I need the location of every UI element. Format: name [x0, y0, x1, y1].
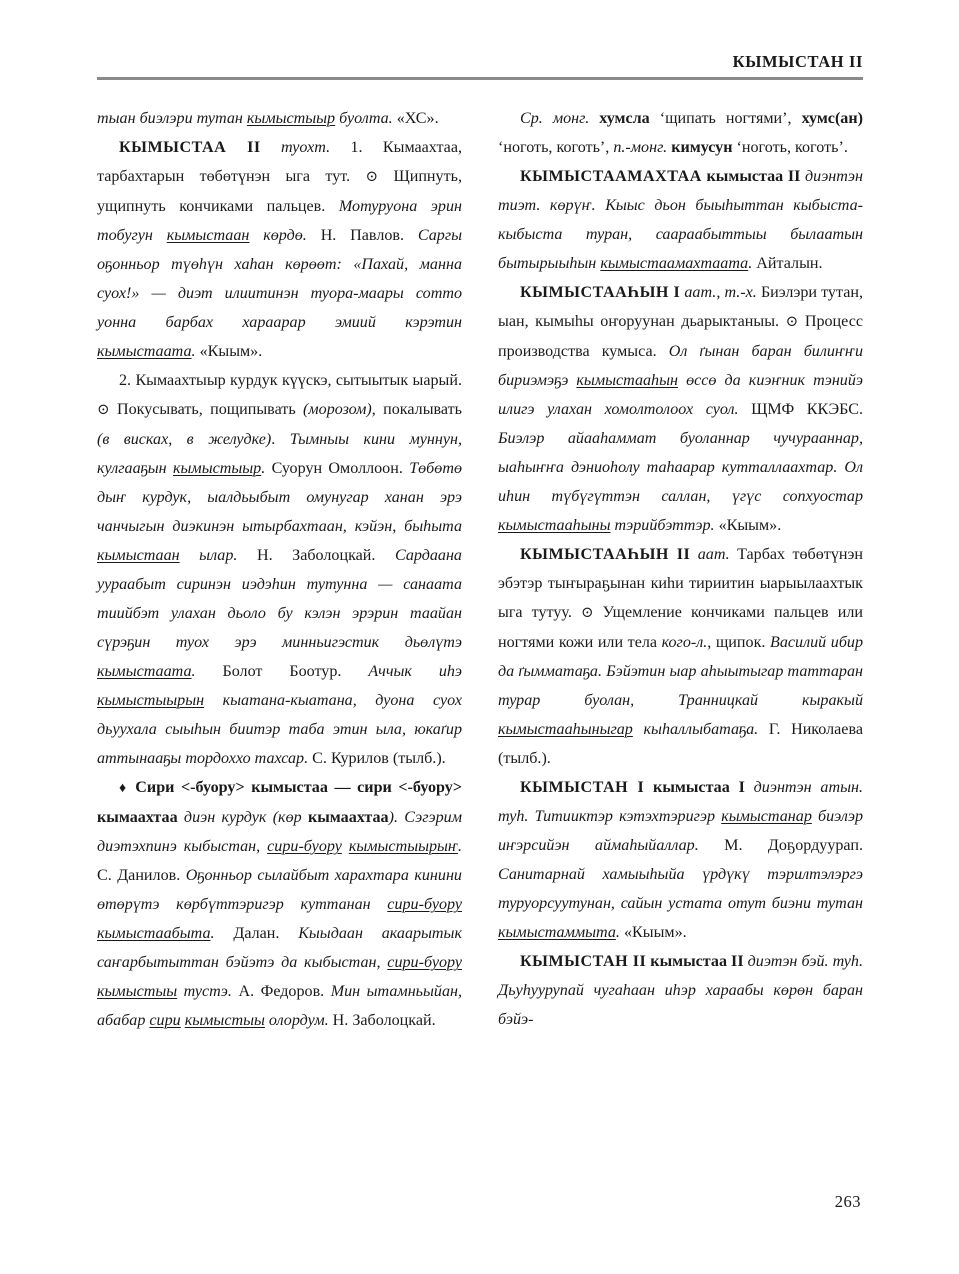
russian-definition-a: Ущемление кончиками пальцев или ногтями кожи или тела [498, 604, 863, 651]
quote-s2-4a: Аччык иһэ [368, 663, 463, 680]
quote-2a: Саргы оҕонньор түөһүн хаһан көрөөт: «Пахай, манна суох!» — диэт илиитинэн туора-маары сотто уонна барбах хараарар эмиий кэрэтин [97, 227, 462, 331]
sense-marker-icon: ⊙ [365, 169, 379, 185]
source-2: «Кыым». [718, 517, 782, 534]
russian-definition-2-it2: (в висках, в желудке) [97, 431, 272, 448]
entry-kymystaahyn-1 [498, 278, 863, 540]
quote-s2-3b: . [191, 663, 196, 680]
quote-1-underlined: кымыстаан [166, 227, 250, 244]
etymology-gloss-3: ‘ноготь, коготь’. [732, 139, 848, 156]
cont-text-2: буолта. [335, 110, 397, 127]
phrase-quote-4-ul2: кымыстыы [184, 1012, 265, 1029]
cross-reference: кымыстаа II [701, 168, 801, 185]
quote-1b: биэлэр иҥэрсийэн аймаһыйаллар. [498, 808, 863, 854]
quote-underlined: кымыстаамахтаата [600, 255, 749, 272]
author-s2-3: Болот Боотур. [222, 663, 342, 680]
russian-definition-b: , щипок. [707, 634, 766, 651]
quote-a: Кыыс дьон быыһыттан кыбыста-кыбыста туран, саараабыттыы былаатын бытырыыһын [498, 197, 864, 272]
quote-underlined: кымыстааһыныгар [498, 721, 633, 738]
source-2: «Кыым». [623, 924, 687, 941]
author: Айталын. [756, 255, 823, 272]
author-s2-4: С. Курилов (тылб.). [312, 750, 446, 767]
quote-1-underlined: кымыстанар [721, 808, 812, 825]
left-column [97, 104, 462, 1035]
continuation-paragraph [97, 104, 462, 133]
quote-1a: Ол ґынан баран билиҥҥи бириэмэҕэ [498, 343, 863, 389]
etymology-gloss-1: ‘щипать ногтями’, [649, 110, 802, 127]
header-rule [97, 77, 863, 80]
grammar-label: аат., т.-х. [680, 284, 757, 301]
cross-reference: кымыстаа II [646, 953, 744, 970]
quote-s2-2a: Төбөтө дыҥ курдук, ыалдьыбыт омунугар ханан эрэ чанчыгын диэкинэн ытырбахтаан, кэйэн, быһыта [97, 460, 462, 535]
phrase-gloss-a: диэн курдук (көр [177, 809, 308, 826]
quote-2-underlined: кымыстааһыны [498, 517, 611, 534]
phrase-author-2: Далан. [233, 925, 280, 942]
phrase-quote-4b: олордум. [264, 1012, 329, 1029]
quote-s2-1a: Тымныы кини муннун, кулгааҕын [97, 431, 463, 477]
phrase-author-4: Н. Заболоцкай. [332, 1012, 436, 1029]
phrase-quote-3-ul2: кымыстыы [97, 983, 178, 1000]
headword: КЫМЫСТАА II [119, 139, 261, 156]
quote-s2-2-underlined: кымыстаан [97, 547, 180, 564]
phrase-quote-1a: Сэгэрим диэтэхпинэ кыбыстан, [97, 809, 462, 855]
quote-s2-1-underlined: кымыстыыр [173, 460, 262, 477]
entry-kymystan-1 [498, 773, 863, 947]
sense-number-2: 2. [119, 372, 136, 389]
entry-kymystaa-2-sense-2 [97, 366, 462, 773]
etymology-note [498, 104, 863, 162]
quote-s2-2b: ылар. [179, 547, 238, 564]
grammar-label: аат. [690, 546, 730, 563]
phrase-quote-2b: . [210, 925, 215, 942]
quote-b: . [748, 255, 753, 272]
phrase-quote-4-ul1: сири [149, 1012, 181, 1029]
russian-definition: Процесс производства кумыса. [498, 313, 863, 360]
headword: КЫМЫСТАН II [520, 953, 647, 970]
yakut-definition-2: Кымаахтыыр курдук күүскэ, сытыытык ыарый. [135, 372, 462, 389]
quote-1b: көрдө. [249, 227, 307, 244]
page-number: 263 [834, 1192, 861, 1211]
quote-2b: тэрийбэттэр. [610, 517, 715, 534]
grammar-label: туохт. [260, 139, 331, 156]
russian-definition-it: кого-л. [661, 634, 708, 651]
quote-a: Дьуһууруnай чугаһаан иһэр хараабы көрөн баран бэйэ- [498, 982, 863, 1028]
phrase-gloss-b: ). [388, 809, 398, 826]
phrase-quote-4a: Мин ытамньыйан, абабар [97, 983, 463, 1029]
sense-number-1: 1. [330, 139, 383, 156]
russian-definition-2c: . [271, 431, 276, 448]
quote-1a: Мотуруона эрин тобугун [97, 198, 462, 244]
grammar-label: диэтэн бэй. туһ. [743, 953, 864, 970]
phrase-quote-1-mid [342, 838, 349, 855]
phrase-quote-3b: тустэ. [177, 983, 232, 1000]
quote-2a: Санитарнай хамыыһыйа үрдүкү тэрилтэлэргэ туруорсуутунан, сайын устата отут биэни тутан [498, 866, 863, 912]
cont-source: «ХС». [396, 110, 439, 127]
text-columns [97, 104, 863, 1035]
quote-s2-3-underlined: кымыстаата [97, 663, 192, 680]
entry-kymystaa-2 [97, 133, 462, 366]
quote-1-underlined: кымыстааһын [576, 372, 678, 389]
headword: КЫМЫСТААҺЫН II [520, 546, 691, 563]
russian-definition-2b: , покалывать [371, 401, 462, 418]
etymology-gloss-2: ‘ноготь, коготь’, [498, 139, 614, 156]
quote-1b: өссө да киэҥник тэнийэ илигэ улахан хомолтолоох суол. [498, 372, 863, 418]
quote-s2-4-underlined: кымыстыырын [97, 692, 205, 709]
phrase-marker-icon: ♦ [119, 781, 129, 796]
phrase-quote-2a: Оҕонньор сылайбыт харахтара кинини өтөрүтэ көрбүттэригэр куттанан [97, 867, 462, 913]
yakut-definition: Тарбах төбөтүнэн эбэтэр тыҥыраҕынан киһи тириитин ыарыылаахтык ыга тутуу. [498, 546, 863, 621]
phrase-quote-3-ul1: сири-буору [387, 954, 462, 971]
source-1: ЩМФ ККЭБС. [751, 401, 863, 418]
etymology-lang-1: монг. [542, 110, 600, 127]
phrase-gloss-bold: кымаахтаа [307, 809, 389, 826]
grammar-label: диэнтэн атын. туһ. [498, 779, 864, 825]
phrase-quote-2-ul1: сири-буору [387, 896, 462, 913]
quote-1a: Титииктэр кэтэхтэригэр [534, 808, 722, 825]
yakut-definition-1: Кымаахтаа, тарбахтарын төбөтүнэн ыга тут. [97, 139, 462, 185]
author-s2-1: Суорун Омоллоон. [271, 460, 403, 477]
russian-definition-2a: Покусывать, пощипывать [116, 401, 304, 418]
phrase-quote-3a: Кыыдаан акаарытык саҥарбытыттан бэйэтэ да кыбыстан, [97, 925, 462, 971]
quote-2a: Биэлэр айааһаммат буоланнар чучурааннар, ыаһыҥҥа дэниоһолу таһаарар кутталлаахтар. Ол иһин түбүгүттэн саллан, үгүс сопхуостар [498, 430, 863, 505]
quote-s2-4b: кыатана-кыатана, дуона суох дьуухала сыыһын биитэр таба этин ыла, юкаґир аттынааҕы тордоххо тахсар. [97, 692, 462, 767]
cont-text-1: тыан биэлэри тутан [97, 110, 247, 127]
running-head-title: КЫМЫСТАН II [732, 52, 863, 71]
etymology-form-3: кимусун [667, 139, 733, 156]
headword: КЫМЫСТААҺЫН I [520, 284, 681, 301]
phrase-block [97, 773, 462, 1035]
phrase-quote-1b: . [457, 838, 462, 855]
author-1: Н. Павлов. [320, 227, 405, 244]
headword: КЫМЫСТАН I [520, 779, 645, 796]
entry-kymystaamaxtaa [498, 162, 863, 278]
phrase-headword: Сири <-буору> кымыстаа — сири <-буору> кымаахтаа [97, 779, 462, 826]
entry-kymystaahyn-2 [498, 540, 863, 773]
russian-definition-2-it1: (морозом) [303, 401, 372, 418]
quote-a: Василий ибир да ґымматаҕа. Бэйэтин ыар аһыытыгар таттаран турар буолан, Транницкай кыракый [498, 634, 864, 709]
russian-definition-1: Щипнуть, ущипнуть кончиками пальцев. [97, 168, 462, 215]
right-column [498, 104, 863, 1035]
quote-s2-3a: Сардаана уураабыт сиринэн иэдэһин тутунна — санаата тиийбэт улахан дьоло бу кэлэн эрэрин таайан сүрэҕин туох эрэ минньигэстик дьөлүтэ [97, 547, 462, 651]
quote-s2-1b: . [261, 460, 266, 477]
sense-marker-icon: ⊙ [97, 402, 110, 418]
etymology-cf: Ср. [520, 110, 543, 127]
quote-2-underlined: кымыстаата [97, 343, 192, 360]
author: Г. Николаева (тылб.). [498, 721, 863, 767]
running-head [97, 52, 863, 82]
grammar-label: диэнтэн тиэт. көрүҥ. [498, 168, 863, 214]
yakut-definition: Биэлэри тутан, ыан, кымыһы оҥоруунан дьарыктаныы. [498, 284, 863, 330]
cross-reference: кымыстаа I [644, 779, 745, 796]
author-s2-2: Н. Заболоцкай. [256, 547, 376, 564]
quote-2-underlined: кымыстаммыта [498, 924, 616, 941]
author-1: М. Доҕордуурап. [724, 837, 863, 854]
source-2: «Кыым». [199, 343, 263, 360]
etymology-form-1: хумсла [599, 110, 650, 127]
phrase-quote-2-ul2: кымыстаабыта [97, 925, 211, 942]
sense-marker-icon: ⊙ [580, 605, 594, 621]
quote-2b: . [191, 343, 196, 360]
phrase-author-1: С. Данилов. [97, 867, 181, 884]
phrase-author-3: А. Федоров. [238, 983, 325, 1000]
phrase-quote-1-ul2: кымыстыырыҥ [348, 838, 458, 855]
cont-underlined-1: кымыстыыр [246, 110, 336, 127]
quote-b: кыһаллыбатаҕа. [632, 721, 759, 738]
sense-marker-icon: ⊙ [785, 314, 799, 330]
entry-kymystan-2 [498, 947, 863, 1034]
etymology-form-2: хумс(ан) [801, 110, 863, 127]
etymology-lang-2: п.-монг. [613, 139, 668, 156]
headword: КЫМЫСТААМАХТАА [520, 168, 702, 185]
phrase-quote-1-ul1: сири-буору [267, 838, 342, 855]
quote-2b: . [615, 924, 620, 941]
